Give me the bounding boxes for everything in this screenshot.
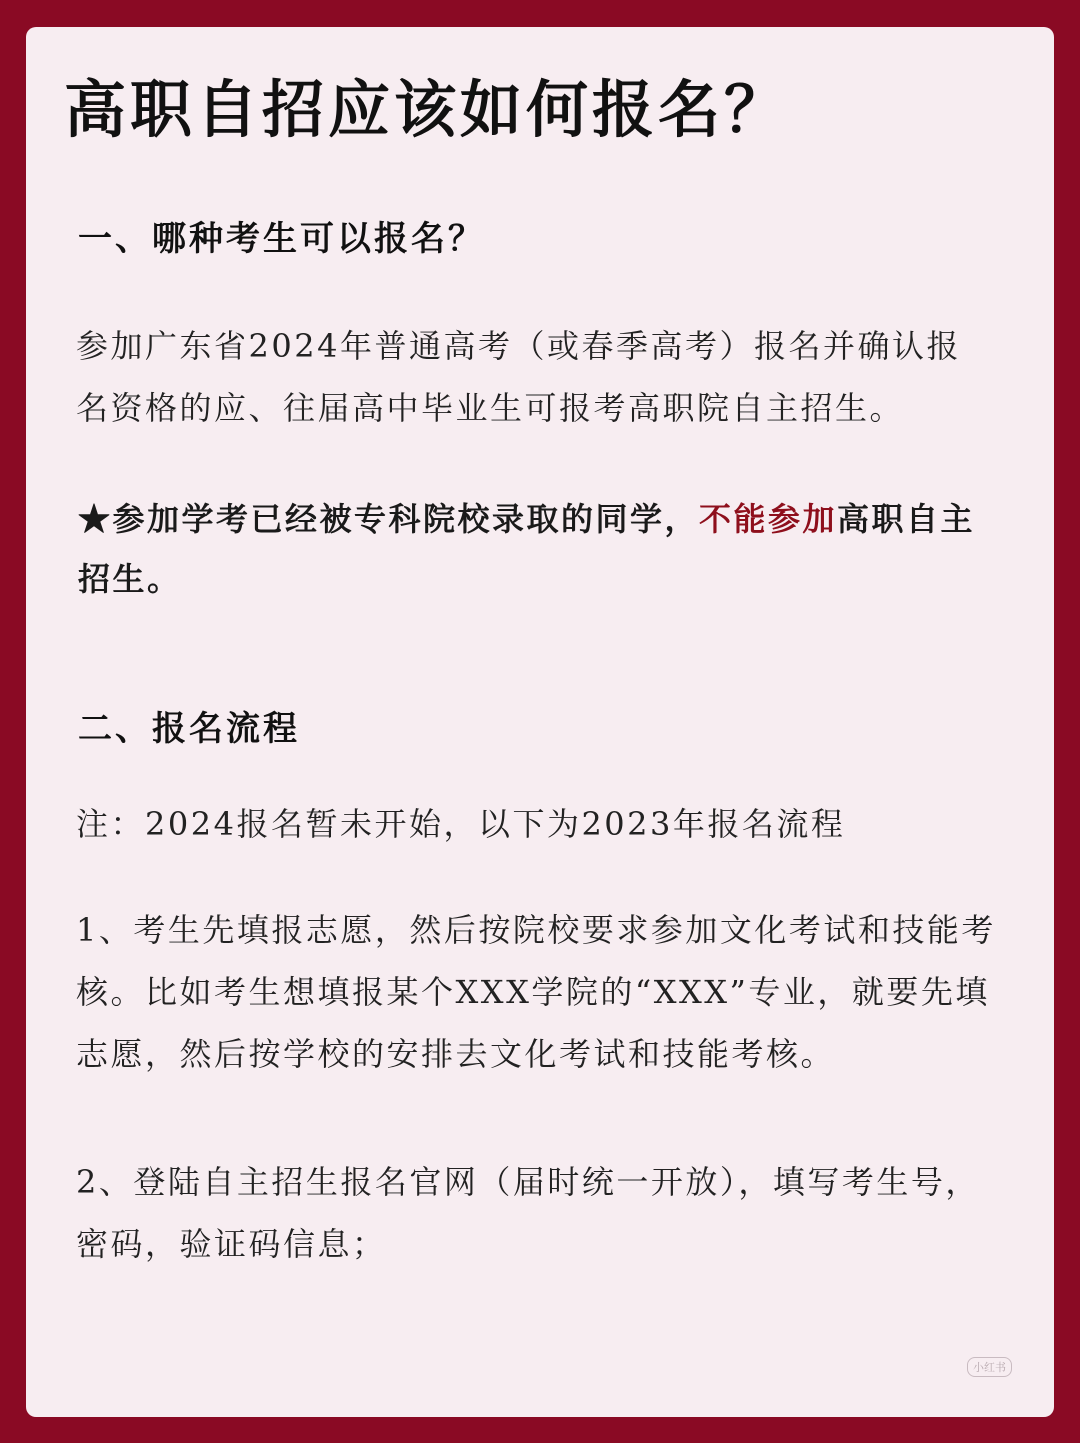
process-note: 注：2024报名暂未开始，以下为2023年报名流程 xyxy=(76,805,846,843)
section-heading-eligibility: 一、哪种考生可以报名？ xyxy=(78,219,485,259)
note-highlight: 不能参加 xyxy=(699,500,838,538)
process-step-1: 1、考生先填报志愿，然后按院校要求参加文化考试和技能考核。比如考生想填报某个XXX学院的“XXX”专业，就要先填志愿，然后按学校的安排去文化考试和技能考核。 xyxy=(76,911,996,1073)
process-step-2: 2、登陆自主招生报名官网（届时统一开放），填写考生号，密码，验证码信息； xyxy=(76,1163,980,1263)
watermark: 小红书 xyxy=(967,1357,1012,1377)
eligibility-paragraph: 参加广东省2024年普通高考（或春季高考）报名并确认报名资格的应、往届高中毕业生可报考高职院自主招生。 xyxy=(76,327,961,427)
content-card xyxy=(26,27,1054,1417)
section-heading-process: 二、报名流程 xyxy=(78,709,300,749)
note-prefix: ★参加学考已经被专科院校录取的同学， xyxy=(78,500,700,538)
page-title: 高职自招应该如何报名？ xyxy=(64,73,791,146)
eligibility-note xyxy=(78,489,1008,609)
note-suffix: 高职自主招生。 xyxy=(78,500,976,598)
